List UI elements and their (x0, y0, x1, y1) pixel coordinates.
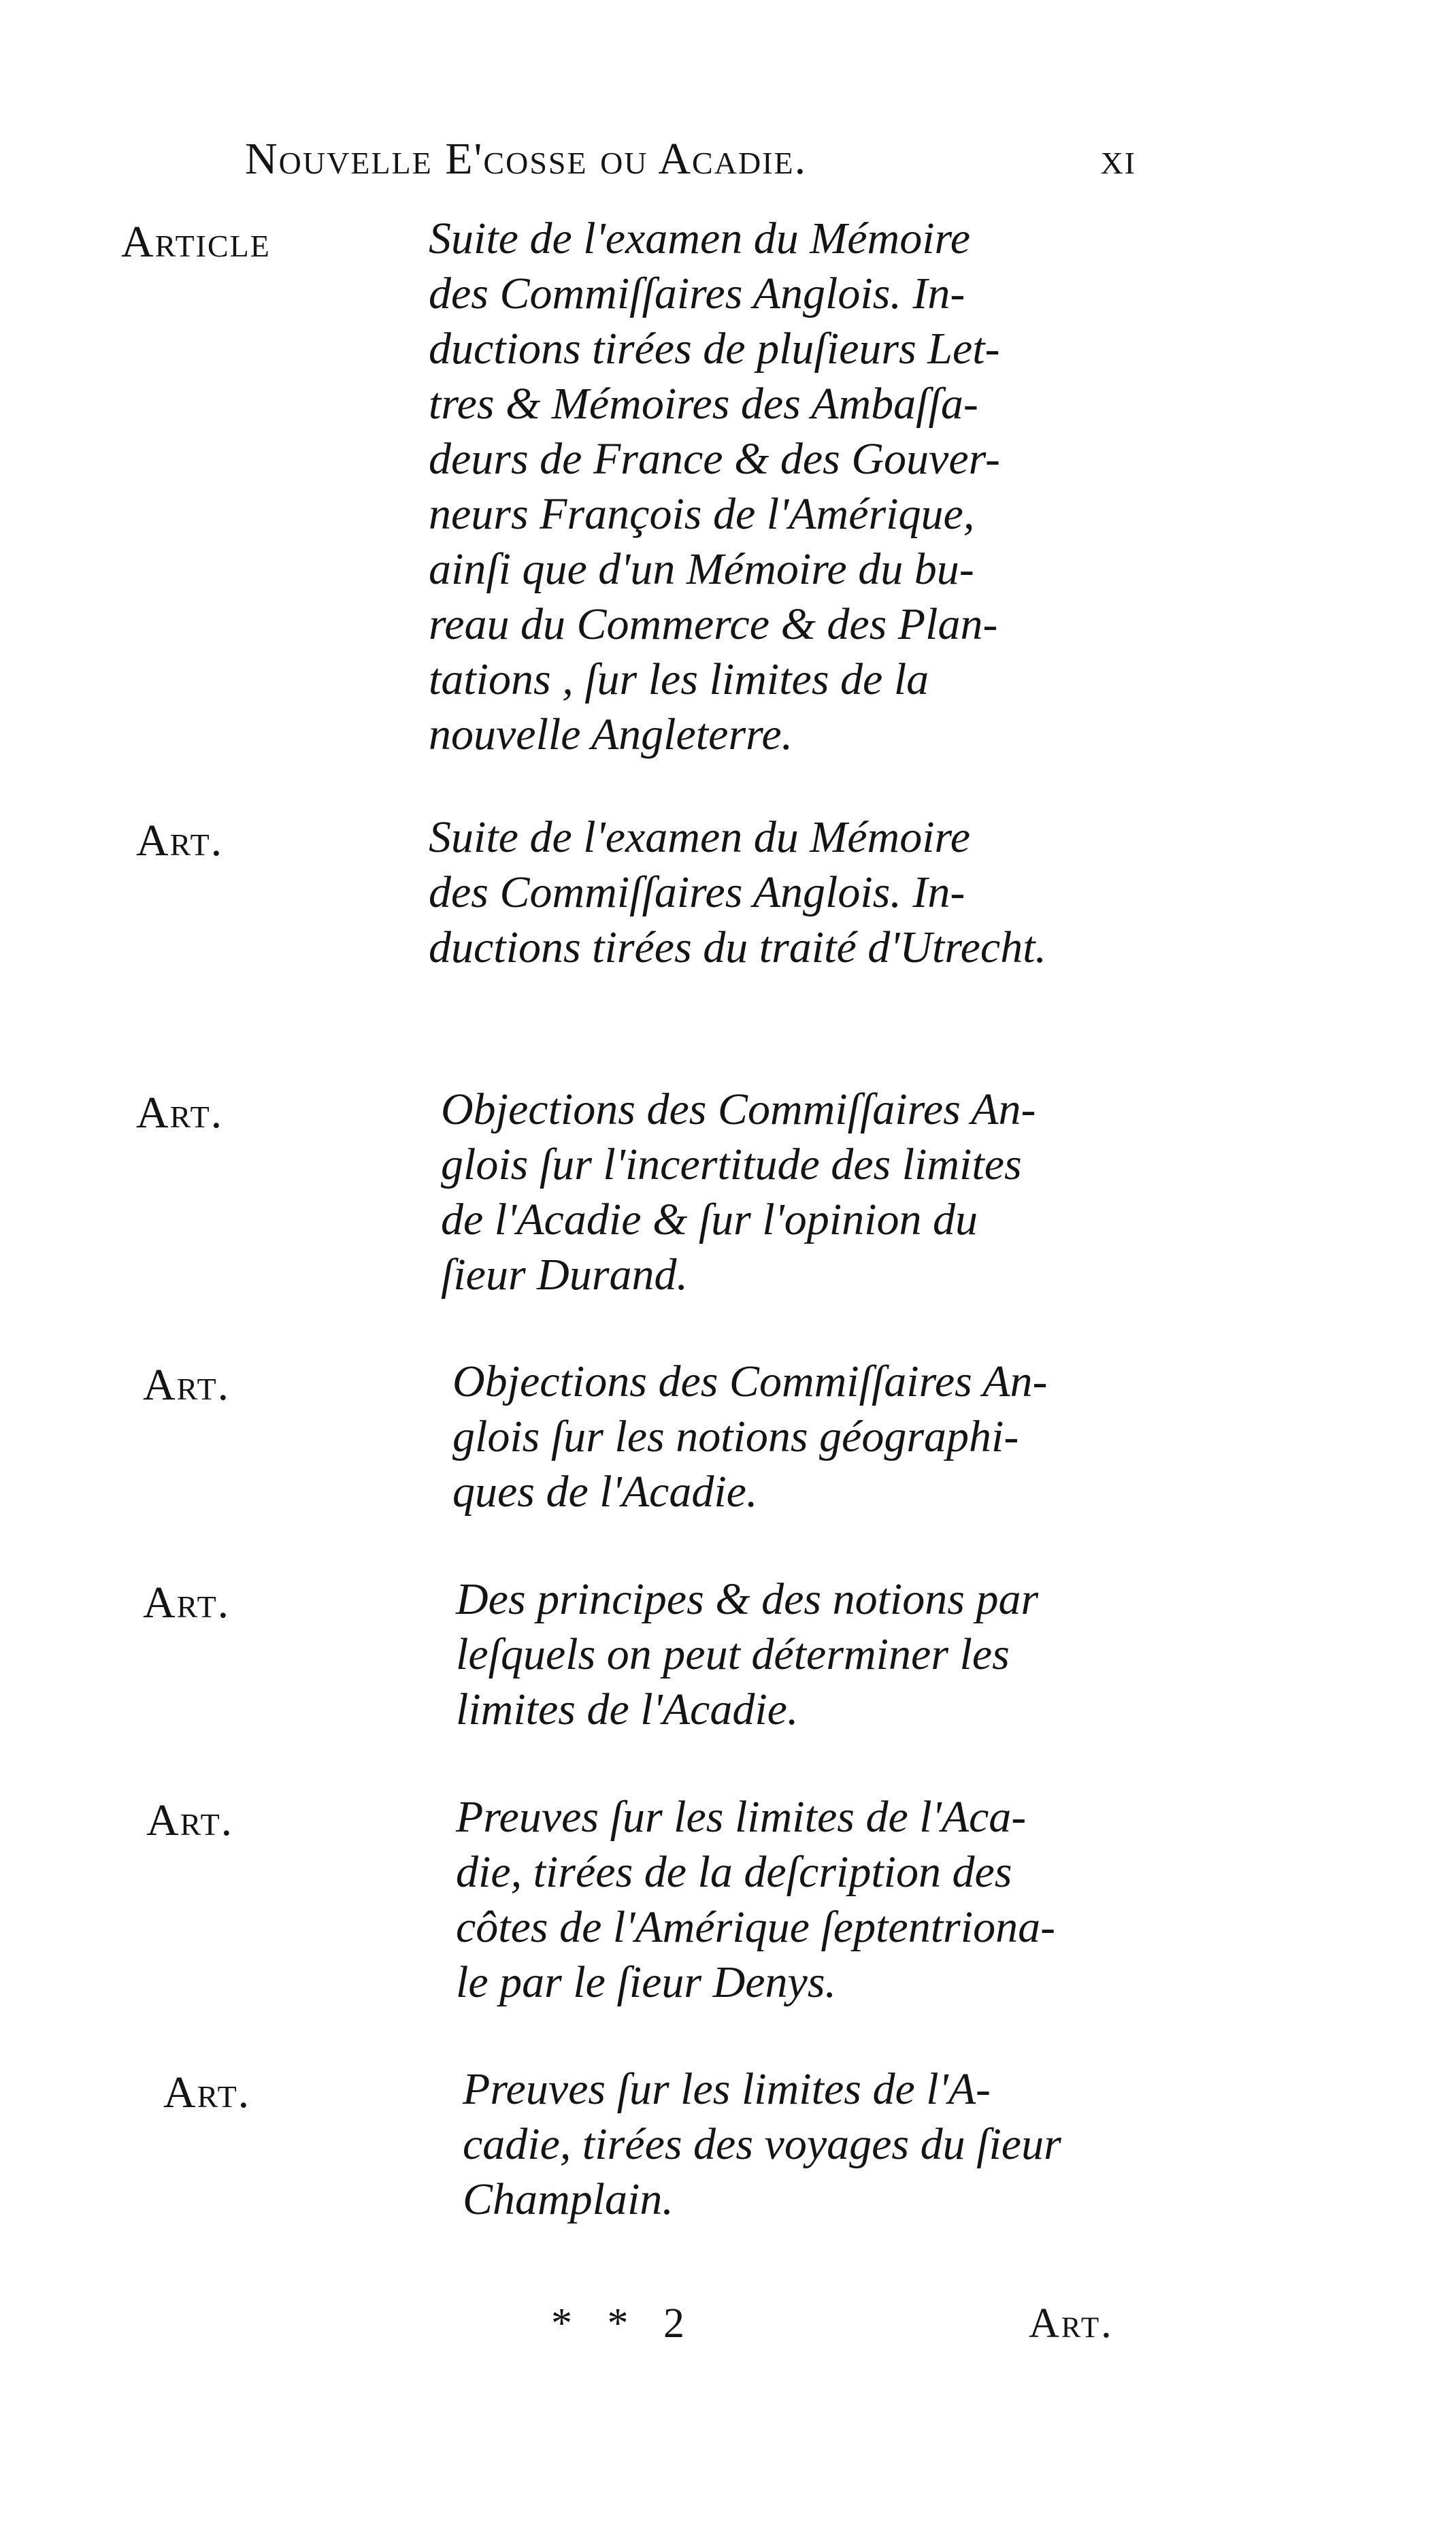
description-line: ductions tirées de pluſieurs Let- (429, 324, 1000, 374)
description-line: de l'Acadie & ſur l'opinion du (441, 1195, 978, 1244)
description-line: le par le ſieur Denys. (456, 1957, 837, 2007)
description-line: Champlain. (463, 2174, 674, 2224)
description-line: nouvelle Angleterre. (429, 710, 793, 759)
description-line: leſquels on peut déterminer les (456, 1630, 1010, 1679)
entry-description (441, 1082, 1142, 1302)
description-line: Objections des Commiſſaires An- (441, 1085, 1036, 1134)
description-line: deurs de France & des Gouver- (429, 434, 1000, 484)
entry-description (452, 1354, 1136, 1519)
description-line: die, tirées de la deſcription des (456, 1847, 1012, 1897)
article-label: Art. (163, 2068, 251, 2117)
description-line: côtes de l'Amérique ſeptentriona- (456, 1902, 1056, 1952)
description-line: Preuves ſur les limites de l'Aca- (456, 1792, 1027, 1842)
description-line: Des principes & des notions par (456, 1574, 1039, 1624)
description-line: ductions tirées du traité d'Utrecht. (429, 923, 1047, 972)
description-line: Objections des Commiſſaires An- (452, 1357, 1048, 1406)
description-line: reau du Commerce & des Plan- (429, 599, 998, 649)
description-line: des Commiſſaires Anglois. In- (429, 867, 965, 917)
article-label: Art. (146, 1796, 234, 1845)
description-line: des Commiſſaires Anglois. In- (429, 269, 965, 318)
entry-description (456, 1572, 1136, 1737)
entry-description (463, 2062, 1146, 2227)
article-label: Article (121, 217, 271, 267)
description-line: Suite de l'examen du Mémoire (429, 812, 971, 862)
article-label: Art. (136, 816, 224, 865)
article-label: Art. (143, 1360, 231, 1410)
description-line: neurs François de l'Amérique, (429, 489, 975, 539)
article-label: Art. (136, 1088, 224, 1138)
description-line: Preuves ſur les limites de l'A- (463, 2064, 991, 2114)
description-line: glois ſur les notions géographi- (452, 1412, 1019, 1461)
catchword: Art. (1029, 2300, 1114, 2347)
description-line: ainſi que d'un Mémoire du bu- (429, 544, 974, 594)
description-line: ques de l'Acadie. (452, 1467, 758, 1517)
description-line: glois ſur l'incertitude des limites (441, 1140, 1022, 1189)
entry-description (429, 810, 1136, 975)
running-title: Nouvelle E'cosse ou Acadie. (245, 134, 808, 184)
page-number: xi (1100, 134, 1136, 184)
description-line: Suite de l'examen du Mémoire (429, 214, 971, 263)
description-line: cadie, tirées des voyages du ſieur (463, 2119, 1061, 2169)
description-line: tations , ſur les limites de la (429, 655, 929, 704)
article-label: Art. (143, 1578, 231, 1627)
entry-description (456, 1789, 1143, 2010)
description-line: limites de l'Acadie. (456, 1685, 799, 1734)
description-line: ſieur Durand. (441, 1250, 688, 1300)
signature-mark: * * 2 (551, 2300, 697, 2347)
entry-description (429, 211, 1136, 762)
description-line: tres & Mémoires des Ambaſſa- (429, 379, 978, 429)
